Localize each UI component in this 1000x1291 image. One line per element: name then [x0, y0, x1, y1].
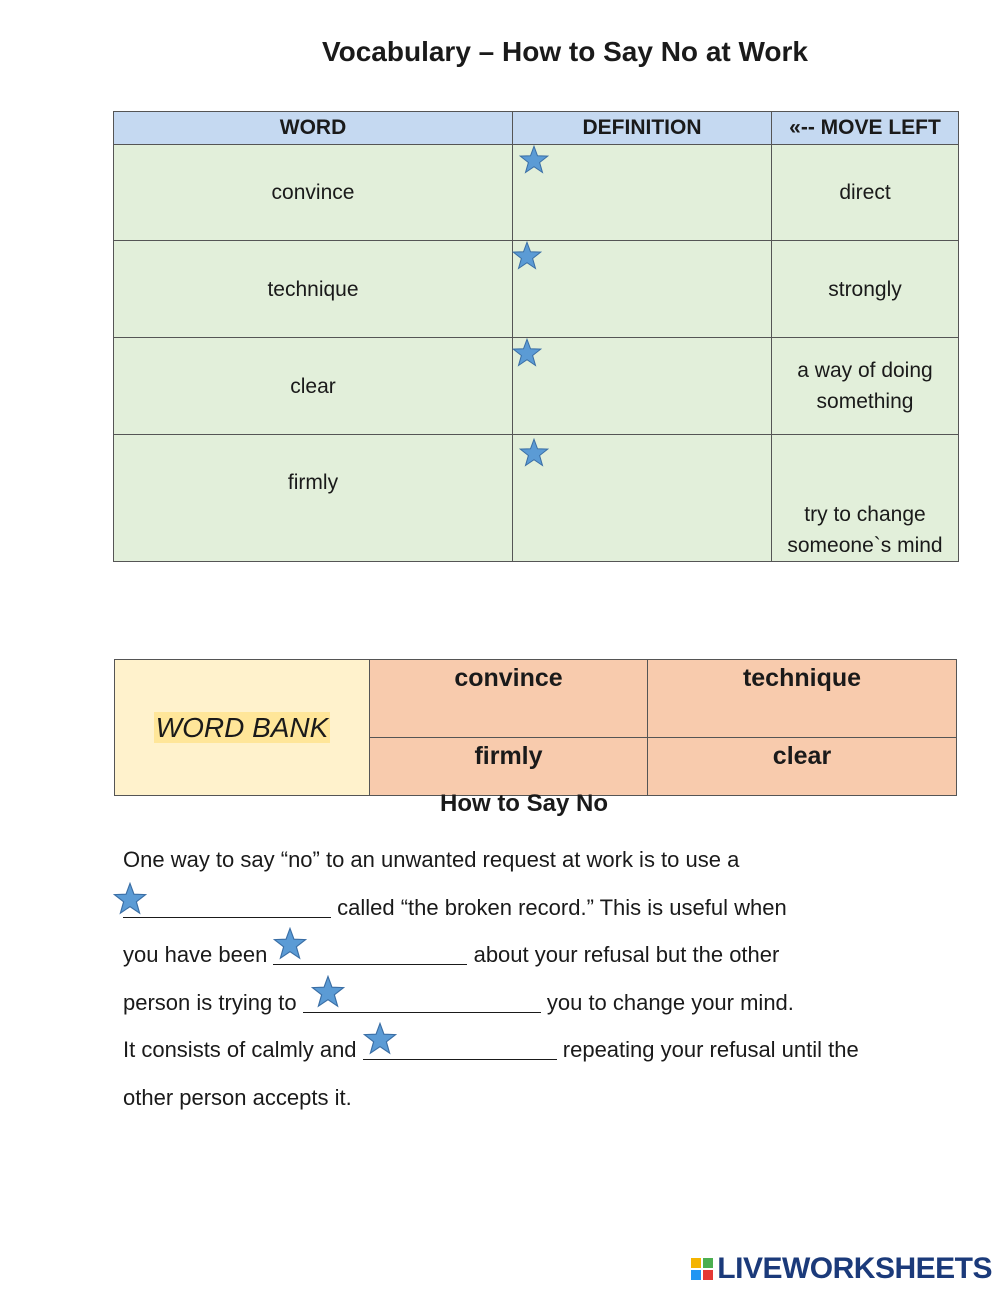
answer-blank-3[interactable] — [303, 988, 541, 1013]
page-title: Vocabulary – How to Say No at Work — [322, 36, 808, 67]
passage — [123, 836, 943, 1122]
movable-definition[interactable]: direct — [772, 145, 959, 241]
table-row — [114, 241, 959, 338]
passage-text: One way to say “no” to an unwanted request at work is to use a — [123, 847, 740, 872]
passage-text: you to change your mind. — [540, 989, 794, 1015]
star-icon[interactable] — [519, 438, 549, 468]
passage-text: called “the broken record.” This is useful when — [331, 894, 787, 920]
star-icon[interactable] — [512, 338, 542, 368]
passage-text: person is trying to — [123, 989, 303, 1015]
passage-text: repeating your refusal until the — [556, 1037, 859, 1063]
definition-drop-slot[interactable] — [513, 338, 772, 435]
answer-blank-1[interactable] — [123, 893, 331, 918]
word-bank-label — [115, 660, 370, 796]
passage-text: you have been — [123, 942, 274, 968]
passage-line — [123, 979, 943, 1027]
movable-definition[interactable]: strongly — [772, 241, 959, 338]
movable-definition[interactable]: a way of doing something — [772, 338, 959, 435]
star-icon[interactable] — [113, 882, 147, 916]
passage-text: It consists of calmly and — [123, 1037, 363, 1063]
star-icon[interactable] — [519, 145, 549, 175]
table-header-row — [114, 112, 959, 145]
column-header-word: WORD — [114, 112, 513, 145]
column-header-definition: DEFINITION — [513, 112, 772, 145]
column-header-move-left: «-- MOVE LEFT — [772, 112, 959, 145]
word-bank-item: convince — [370, 660, 648, 738]
passage-line — [123, 836, 943, 884]
definition-drop-slot[interactable] — [513, 145, 772, 241]
passage-line — [123, 1074, 943, 1122]
passage-title: How to Say No — [439, 790, 608, 817]
vocab-word: convince — [114, 145, 513, 241]
word-bank-table — [114, 659, 957, 796]
passage-line — [123, 884, 943, 932]
answer-blank-4[interactable] — [363, 1035, 557, 1060]
passage-line — [123, 931, 943, 979]
passage-text: other person accepts it. — [123, 1084, 352, 1110]
answer-blank-2[interactable] — [273, 940, 467, 965]
star-icon[interactable] — [363, 1022, 397, 1056]
table-row — [114, 145, 959, 241]
logo-blocks-icon — [691, 1258, 713, 1280]
vocab-word: firmly — [114, 435, 513, 562]
table-row — [114, 338, 959, 435]
vocabulary-table — [113, 111, 959, 562]
star-icon[interactable] — [311, 975, 345, 1009]
word-bank-item: technique — [648, 660, 957, 738]
word-bank-item: clear — [648, 738, 957, 796]
passage-text: about your refusal but the other — [467, 942, 780, 968]
word-bank-item: firmly — [370, 738, 648, 796]
table-row — [114, 435, 959, 562]
vocab-word: technique — [114, 241, 513, 338]
word-bank-heading: WORD BANK — [155, 711, 329, 743]
liveworksheets-logo — [691, 1252, 992, 1286]
vocab-word: clear — [114, 338, 513, 435]
star-icon[interactable] — [273, 927, 307, 961]
definition-drop-slot[interactable] — [513, 435, 772, 562]
star-icon[interactable] — [512, 241, 542, 271]
passage-line — [123, 1026, 943, 1074]
movable-definition[interactable]: try to change someone`s mind — [772, 435, 959, 562]
definition-drop-slot[interactable] — [513, 241, 772, 338]
brand-name: LIVEWORKSHEETS — [717, 1252, 992, 1285]
